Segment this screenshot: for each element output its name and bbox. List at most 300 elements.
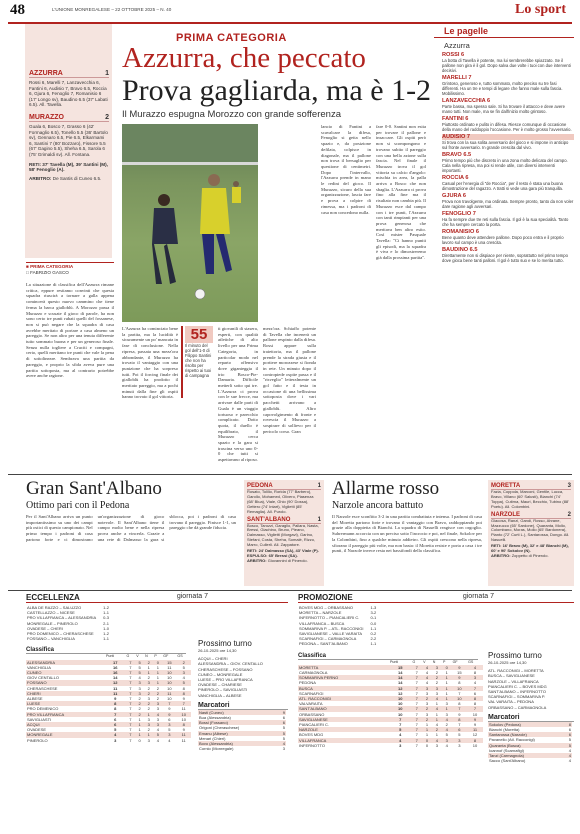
standings-header-cell: P bbox=[154, 654, 157, 659]
pagella-name: ROMANISIO 6 bbox=[442, 229, 479, 235]
team-stat: 8 bbox=[452, 717, 467, 722]
scorer-goals: 5 bbox=[282, 735, 285, 741]
scorer-goals: 5 bbox=[565, 743, 572, 748]
page-header bbox=[0, 0, 580, 22]
team-stat: 12 bbox=[398, 690, 403, 696]
subtitle: Il Murazzo espugna Morozzo con grande sofferenza bbox=[122, 109, 341, 120]
team-stat: 4 bbox=[138, 675, 141, 681]
pagella-item bbox=[442, 52, 574, 73]
team-stat: 5 bbox=[138, 664, 141, 670]
scorer-goals: 4 bbox=[568, 747, 571, 753]
team-stat: 1 bbox=[442, 675, 452, 680]
pagella-name: ROCCIA 6 bbox=[442, 175, 469, 181]
next-match: LUESE – PRO VILLAFRANCA bbox=[198, 677, 253, 683]
pagella-name: BRAVO 6.5 bbox=[442, 152, 472, 158]
team-stat: 9 bbox=[114, 696, 117, 702]
next-match: NARZOLE – VILLAFRANCA bbox=[488, 678, 539, 684]
team-stat: 3 bbox=[425, 690, 429, 696]
pagelle-heading: Le pagelle bbox=[434, 24, 574, 38]
team-stat: 1 bbox=[425, 722, 429, 728]
team-stat: 2 bbox=[138, 696, 141, 702]
team-stat: 3 bbox=[144, 722, 153, 727]
pagella-name: FANTINI 6 bbox=[442, 116, 469, 122]
team-stat: 8 bbox=[105, 701, 126, 706]
team-stat: 3 bbox=[147, 696, 150, 702]
allarme-subtitle: Narzole ancora battuto bbox=[332, 500, 424, 511]
santalbano-text: Per il Sant'Albano arriva un punto importantissimo su uno dei campi più ostici di questo campionato. Nel primo tempo i padroni di casa partono forte e ci dimostrano un'organizzazione di gioco notevole. Il Sant'Albano tiene il campo molto bene e nella ripresa prova anche a vincerla. Grazie a una rete di Dalmasso la gara si sblocca, poi i padroni di casa trovano il pareggio. Finisce 1-1, un pareggio che dà grande fiducia. bbox=[26, 514, 236, 542]
result-score: 1-3 bbox=[370, 605, 377, 610]
team-stat: 10 bbox=[162, 680, 176, 685]
result-score: 1-1 bbox=[103, 610, 109, 616]
team-stat: 7 bbox=[412, 738, 423, 743]
team-name: INFERNOTTO bbox=[299, 742, 325, 748]
team-name: CUNEO bbox=[26, 670, 105, 675]
team-stat: 5 bbox=[182, 664, 185, 670]
team-stat: 4 bbox=[422, 665, 432, 670]
standings-row bbox=[26, 738, 191, 743]
result-score: 3-2 bbox=[370, 610, 377, 616]
team-stat: 8 bbox=[473, 670, 477, 676]
sa-reti: RETI: 24' Dalmasso (SA), 43' Viale (P). bbox=[247, 548, 319, 554]
team-stat: 4 bbox=[422, 675, 432, 680]
promozione-scorers bbox=[488, 722, 572, 764]
team-stat: 0 bbox=[442, 665, 452, 670]
pagella-name: ROSSI 6 bbox=[442, 52, 465, 58]
team-stat: 2 bbox=[147, 685, 150, 691]
team-stat: 3 bbox=[435, 742, 438, 748]
team-stat: 3 bbox=[147, 737, 150, 743]
team-stat: 2 bbox=[435, 670, 438, 676]
pagella-text: Direttamente non si dispiace per niente, soprattutto nel primo tempo dove gioca bene tanti palloni. Il gol è tutto suo e se lo merita tutto. bbox=[442, 253, 568, 263]
team-stat: 7 bbox=[126, 660, 136, 665]
standings-header-cell: G bbox=[126, 654, 130, 659]
team-stat: 10 bbox=[398, 701, 403, 707]
team-stat: 10 bbox=[389, 706, 412, 711]
team-stat: 1 bbox=[422, 727, 432, 732]
team-stat: 7 bbox=[467, 706, 483, 711]
team-stat: 5 bbox=[114, 727, 117, 733]
result-match: VILLAFRANCA – BUSCA bbox=[299, 620, 345, 626]
scorer-name: Cornio (Monregale) bbox=[199, 746, 234, 752]
team-stat: 1 bbox=[445, 690, 448, 696]
team-stat: 7 bbox=[452, 706, 467, 711]
team-stat: 6 bbox=[114, 716, 117, 722]
team-stat: 1 bbox=[135, 722, 144, 727]
scorer-goals: 6 bbox=[565, 732, 572, 737]
team-stat: 8 bbox=[176, 691, 191, 696]
team-stat: 7 bbox=[126, 722, 136, 727]
team-stat: 7 bbox=[126, 712, 136, 717]
team-stat: 7 bbox=[415, 670, 418, 676]
team-stat: 0 bbox=[138, 737, 141, 743]
team-stat: 8 bbox=[114, 706, 117, 712]
team-stat: 7 bbox=[415, 722, 418, 728]
eccellenza-next-date: 26-10-2025 ore 14,30 bbox=[198, 648, 237, 653]
result-match: INFERNOTTO – PIANCALIERI C. bbox=[299, 615, 360, 621]
team-stat: 14 bbox=[398, 670, 403, 676]
team-stat: 7 bbox=[129, 706, 132, 712]
team-stat: 6 bbox=[473, 690, 477, 696]
eccellenza-next bbox=[198, 639, 288, 751]
team-stat: 4 bbox=[442, 727, 452, 732]
pagella-item bbox=[442, 75, 574, 96]
team-stat: 3 bbox=[135, 691, 144, 696]
team-stat: 10 bbox=[176, 712, 191, 717]
team-stat: 3 bbox=[467, 675, 483, 680]
result-score: 2-2 bbox=[370, 636, 377, 642]
team-stat: 5 bbox=[135, 670, 144, 675]
team-stat: 2 bbox=[432, 727, 442, 732]
standings-row bbox=[298, 743, 483, 748]
team-stat: 7 bbox=[412, 717, 423, 722]
team-stat: 3 bbox=[452, 738, 467, 743]
team-stat: 1 bbox=[435, 732, 438, 738]
moretta-score: 3 bbox=[567, 483, 571, 489]
team-stat: 2 bbox=[147, 727, 150, 733]
moretta-label: MORETTA bbox=[491, 483, 521, 489]
team-stat: 1 bbox=[435, 701, 438, 707]
pagella-text: Prova non travolgente, ma ordinata. Sempre pronto, tanto da non voler dare ragione agli avversari. bbox=[442, 199, 574, 209]
team-stat: 7 bbox=[412, 675, 423, 680]
result-match: BOVES MDG – ORBASSANO bbox=[299, 605, 354, 610]
team-stat: 1 bbox=[432, 717, 442, 722]
result-score: 0-1 bbox=[370, 615, 377, 621]
team-stat: 7 bbox=[415, 680, 418, 686]
result-match: FOSSANO – VANCHIGLIA bbox=[27, 636, 75, 642]
scorer-name: Origoni (Cheraschese) bbox=[199, 725, 240, 731]
team-stat: 3 bbox=[422, 686, 432, 691]
team-stat: 2 bbox=[435, 680, 438, 686]
next-match: CUNEO – MONREGALE bbox=[198, 671, 243, 677]
result-score: 1-1 bbox=[370, 625, 377, 631]
team-stat: 5 bbox=[445, 732, 448, 738]
team-stat: 7 bbox=[415, 742, 418, 748]
team-stat: 3 bbox=[147, 716, 150, 722]
team-stat: 10 bbox=[452, 696, 467, 701]
pagelle-panel bbox=[434, 24, 574, 472]
team-name: SAVIGLIASTI bbox=[27, 716, 52, 722]
result-match: MONREGALE – PINEROLO bbox=[27, 620, 78, 626]
team-stat: 7 bbox=[412, 665, 423, 670]
pagella-item bbox=[442, 247, 574, 263]
team-stat: 1 bbox=[442, 696, 452, 701]
pagella-text: La botta di Tavella è potente, ma lui sembrerebbe spiazzato. Se il pallone non gira è il gol. Dopo salva due volte i tuoi con due interventi decisivi. bbox=[442, 58, 571, 73]
next-match: CHERASCHESE – FOSSANO bbox=[198, 666, 253, 672]
scorer-goals: 4 bbox=[568, 758, 571, 764]
team-stat: 6 bbox=[105, 722, 126, 727]
byline-author: □ FABRIZIO GASCO bbox=[26, 269, 69, 275]
team-stat: 4 bbox=[425, 680, 429, 686]
pedona-score: 1 bbox=[317, 483, 321, 489]
team-stat: 4 bbox=[473, 680, 477, 686]
narzole-text: Giacosa, Ranzi, Gandi, Rosso, Ahrane, Mazzucco (65' Sardone), Quaranta, Mollo, Colombano, Moras, Mollo (65' Bardonera), Pianto (72' Curti L.), Santarossa, Dongo. All. Nasuelli. bbox=[491, 517, 570, 543]
team-stat: 7 bbox=[412, 706, 423, 711]
scorer-goals: 5 bbox=[282, 725, 285, 731]
pagella-item bbox=[442, 116, 574, 132]
standings-header-cell: GS bbox=[468, 659, 474, 664]
scorer-name: Sokolov (Pedona) bbox=[488, 722, 565, 727]
team-stat: 5 bbox=[176, 680, 191, 685]
page-number: 48 bbox=[10, 2, 25, 18]
team1-name: AZZURRA bbox=[29, 70, 63, 77]
scorer-name: Pavanello (Atl. Racconigi) bbox=[489, 737, 535, 743]
next-match: ALESSANDRIA – GIOV. CENTALLO bbox=[198, 661, 263, 667]
team-stat: 4 bbox=[168, 737, 171, 743]
stat-number: 55 bbox=[185, 326, 213, 343]
pagella-text: Casual per l'energia di "de Roccia", per il resto è stata una buona dimostrazione del ragazzo. A tratti si vede una gara più tranquilla. bbox=[442, 181, 564, 191]
scorer-goals: 3 bbox=[282, 746, 285, 752]
team1-score: 1 bbox=[105, 70, 109, 77]
team-stat: 7 bbox=[129, 685, 132, 691]
team-stat: 15 bbox=[457, 670, 462, 676]
team-name: PINEROLO bbox=[27, 737, 48, 743]
team-stat: 5 bbox=[135, 660, 144, 665]
reti: RETI: 37' Tavella (M), 39' Santini (M), 58' Fenoglio (A). bbox=[29, 161, 108, 173]
team-stat: 3 bbox=[156, 706, 159, 712]
scorer-goals: 4 bbox=[565, 753, 572, 758]
promozione-results bbox=[298, 605, 377, 647]
team-stat: 8 bbox=[458, 701, 461, 707]
team-stat: 2 bbox=[135, 712, 144, 717]
standings-header-cell: GS bbox=[177, 654, 183, 659]
promozione-scorers-label: Marcatori bbox=[488, 714, 574, 722]
result-match: OVADESE – CHERI bbox=[27, 625, 63, 631]
team-stat: 9 bbox=[473, 722, 477, 728]
team-stat: 3 bbox=[153, 722, 162, 727]
team-stat: 4 bbox=[156, 727, 159, 733]
byline bbox=[26, 262, 114, 275]
team-stat: 2 bbox=[144, 660, 153, 665]
arbitro: ARBITRO: De Santis di Cuneo 6.5. bbox=[29, 175, 102, 181]
scorer-name: Bovo (Alessandria) bbox=[198, 741, 278, 746]
team-stat: 17 bbox=[105, 660, 126, 665]
next-match: SCARNAFIGI – SOMMARIVA P. bbox=[488, 694, 546, 700]
sa-text: Bosco, Tarozzi, Garaglio, Pallara, Nasta, Bressi, Giachino, Bruno, Pieano, Dalmasso, Viglietti (Morgavi), Garino, Stefani, Costa, Sheha, Somalè, Rizzo, Marro, Cullerli. All. Zappatore. bbox=[247, 522, 319, 548]
article-col-4: mezz'ora. Schiaffo potente di Tavella che incenerà un pallone respinto dalla difesa. Rossi appare sulla traiettoria, ma il pallone prende la strada giusta e il portiere morozzese si fionda in rete. Un minuto dopo il contropiede ospite passa e il "risveglio" letteralmente un gol fatto e il testa in occasione di una bellissima sottoposta dove i vari pacchetti arrivano a gialloblù. Altro capovolgimento di fronte e rovescia il Murazzo a sospirare di sollievo per il pericolo corso. Gran bbox=[263, 326, 316, 434]
eccellenza-results bbox=[26, 605, 110, 641]
team-name: SOMMARIVA PERNO bbox=[298, 675, 389, 680]
team-stat: 1 bbox=[138, 727, 141, 733]
promozione-class-label: Classifica bbox=[298, 653, 478, 660]
team-stat: 4 bbox=[445, 742, 448, 748]
team-stat: 10 bbox=[181, 716, 186, 722]
pagella-text: Parte bassa, ma spesso sale. Si ha trovare il attacco e deve avere mano tutti. Non male, ma se fin dall'inizio molto grintoso. bbox=[442, 104, 565, 114]
article-col-5: lancio di Fantini a scavalcare la difesa, Fenoglio si getta nello spazio e, da posizione defilata, colpisce in diagonale, ma il pallone non trova il bersaglio per questione di centimetri. Dopo l'intervallo, l'Azzurra prende in mano le redini del gioco. Il Murazzo, sicuro della sua organizzazione, lascia fare e prova a colpire di rimessa, ma i padroni di casa non concedono nulla. bbox=[321, 124, 371, 215]
team-name: SANT'ALBANO bbox=[298, 706, 389, 711]
promozione-next-list bbox=[488, 668, 574, 710]
team-stat: 2 bbox=[176, 660, 191, 665]
team-stat: 3 bbox=[162, 722, 176, 727]
eccellenza-scorers bbox=[198, 710, 286, 752]
team1-text: Rossi 6, Marelli 7, Lanzavecchia 6, Fantini 6, Audisio 7, Bravo 6.5, Roccia 6, Gjura 6, Fenoglio 7, Romanisio 6 (17' Longo sv), Baudino 6.5 (37' Labati 6.5). All. Tavella. bbox=[29, 80, 108, 108]
main-title: Azzurra, che peccato bbox=[122, 42, 366, 74]
team-stat: 14 bbox=[113, 675, 118, 681]
result-score: 1-2 bbox=[103, 605, 109, 610]
pedona-text: Rosato, Tolilio, Rorida (77' Barbero), Garollo, Mohamed, Olivero, Piasenza (68' Blua), Viale, Ghio (90' Dossa), Gettero (74' Intart), Viglietti (85' Remaglia). All. Purolo. bbox=[247, 489, 314, 514]
scorer-goals: 9 bbox=[278, 710, 286, 715]
scorer-goals: 6 bbox=[278, 720, 286, 725]
team-stat: 11 bbox=[467, 727, 483, 732]
team-stat: 9 bbox=[452, 675, 467, 680]
scorer-goals: 5 bbox=[568, 737, 571, 743]
team-stat: 11 bbox=[181, 706, 186, 712]
next-match: PINEROLO – SAVIGLIASTI bbox=[198, 687, 248, 693]
standings-header-cell: V bbox=[136, 654, 139, 659]
team-stat: 4 bbox=[467, 665, 483, 670]
date-line: L'UNIONE MONREGALESE – 22 OTTOBRE 2025 – N. 40 bbox=[52, 7, 172, 12]
team-stat: 3 bbox=[156, 716, 159, 722]
team-stat: 5 bbox=[153, 732, 162, 737]
team-stat: 0 bbox=[153, 660, 162, 665]
byline-tag: ■ PRIMA CATEGORIA bbox=[26, 264, 74, 269]
team-stat: 9 bbox=[182, 727, 185, 733]
team-stat: 10 bbox=[472, 742, 478, 748]
team-stat: 2 bbox=[156, 685, 159, 691]
team-stat: 1 bbox=[445, 680, 448, 686]
eccellenza-label: ECCELLENZA bbox=[26, 593, 80, 602]
eccellenza-class-label: Classifica bbox=[26, 647, 186, 654]
team2-score: 2 bbox=[105, 113, 109, 121]
result-row bbox=[298, 641, 377, 646]
team-stat: 11 bbox=[113, 685, 118, 691]
team-stat: 1 bbox=[138, 716, 141, 722]
team-stat: 4 bbox=[432, 696, 442, 701]
team-stat: 1 bbox=[445, 670, 448, 676]
promozione-label: PROMOZIONE bbox=[298, 593, 353, 602]
team-stat: 10 bbox=[389, 696, 412, 701]
team-stat: 16 bbox=[105, 670, 126, 675]
team-stat: 16 bbox=[113, 664, 118, 670]
team-stat: 7 bbox=[129, 727, 132, 733]
team-stat: 2 bbox=[422, 717, 432, 722]
team-stat: 7 bbox=[415, 701, 418, 707]
team-stat: 4 bbox=[105, 732, 126, 737]
team-stat: 3 bbox=[445, 701, 448, 707]
team-name: ATL. RACCONIGI bbox=[298, 696, 389, 701]
team-stat: 10 bbox=[452, 686, 467, 691]
team-stat: 2 bbox=[422, 696, 432, 701]
team-stat: 2 bbox=[432, 675, 442, 680]
pagella-item bbox=[442, 193, 574, 209]
team-stat: 3 bbox=[458, 742, 461, 748]
team-name: ALESSANDRIA bbox=[26, 660, 105, 665]
scorer-name: Bianchi (Moretta) bbox=[489, 727, 520, 733]
team-stat: 4 bbox=[156, 737, 159, 743]
team-stat: 8 bbox=[458, 680, 461, 686]
team-name: ORBASSANO bbox=[299, 711, 325, 717]
eccellenza-standings bbox=[26, 654, 191, 742]
team-stat: 3 bbox=[144, 680, 153, 685]
team-name: LUESE bbox=[26, 701, 105, 706]
scorer-goals: 8 bbox=[565, 722, 572, 727]
team-name: VALVARAITA bbox=[299, 701, 323, 707]
scorer-name: Bossi (Fossano) bbox=[198, 720, 278, 725]
next-match: ACQUI – CHERI bbox=[198, 656, 228, 662]
sa-score: 1 bbox=[317, 516, 321, 523]
scorer-goals: 4 bbox=[278, 741, 286, 746]
team-stat: 7 bbox=[126, 701, 136, 706]
team-stat: 5 bbox=[458, 732, 461, 738]
team-stat: 3 bbox=[399, 742, 402, 748]
team-stat: 8 bbox=[473, 701, 477, 707]
pagella-item bbox=[442, 229, 574, 245]
moretta-text: Fazia, Coppola, Marconi, Gentile, Lucca, Bravo, Villano (60' Salusti), Bianchi (74' Toppa), Cutirna, Mauri, Becchio, Tubino (88' Poetu). All. Colombini. bbox=[491, 489, 569, 509]
pagella-text: Primo tempo più che discreto in una zona molto delicata del campo. Cala nella ripresa, ma poi si rende utile, con diversi interventi importanti. bbox=[442, 158, 568, 173]
team-stat: 7 bbox=[415, 690, 418, 696]
pagella-item bbox=[442, 211, 574, 227]
article-col-1: La situazione di classifica dell'Azzurra rimane critica, eppure restiamo convinti che questa squadra riuscirà a tornare a galla appena comincerà questo nuovo cammino che tiene ferma la barca gialloblù. A Morozzo passa il Murazzo e scusate il gioco di parole, ha non sono certo tre punti rubati quelli del fossanese, non si può negare che la squadra di casa avrebbe meritato di portare a casa almeno un pareggio. Se non altro per una tenuta differente tutto sommato buona e per un generoso finale. Senza nulla togliere a Cruciti e compagni, certo, quelli meritano tre punti che vale la pena di sottolineare. Sembrava una partita da pareggio, e proprio la sfida aveva pure una partita sottoposta, ma al contrario potrebbe avere anche ragione. bbox=[26, 282, 114, 379]
team-stat: 10 bbox=[398, 711, 403, 717]
pagella-item bbox=[442, 134, 574, 150]
pagella-name: GJURA 6 bbox=[442, 193, 467, 199]
team-stat: 2 bbox=[135, 701, 144, 706]
team-stat: 7 bbox=[458, 722, 461, 728]
scorer-name: Menari (Chieri) bbox=[199, 735, 226, 741]
sa-label: SANT'ALBANO bbox=[247, 516, 291, 523]
sa-arbitro: ARBITRO: Giovannini di Pinerolo. bbox=[247, 557, 308, 563]
team-stat: 7 bbox=[399, 722, 402, 728]
next-match: VAL VARAITA – PEDONA bbox=[488, 699, 534, 705]
team-stat: 8 bbox=[182, 685, 185, 691]
team-name: OVADESE bbox=[27, 727, 47, 733]
team-stat: 5 bbox=[168, 727, 171, 733]
pagella-name: LANZAVECCHIA 6 bbox=[442, 98, 491, 104]
standings-header-cell: GF bbox=[163, 654, 169, 659]
team-name: VANCHIGLIA bbox=[27, 664, 51, 670]
team-stat: 9 bbox=[467, 717, 483, 722]
team-stat: 9 bbox=[182, 696, 185, 702]
team-stat: 11 bbox=[167, 664, 172, 670]
team-stat: 3 bbox=[162, 732, 176, 737]
team-stat: 7 bbox=[176, 701, 191, 706]
team-stat: 3 bbox=[153, 701, 162, 706]
result-score: 1-1 bbox=[103, 636, 109, 642]
team-stat: 1 bbox=[135, 732, 144, 737]
team-stat: 3 bbox=[445, 711, 448, 717]
pagella-name: AUDISIO 7 bbox=[442, 134, 574, 140]
team-stat: 3 bbox=[176, 670, 191, 675]
team-name: MORETTA bbox=[298, 665, 389, 670]
scorer-name: Tanzi (Carmagnola) bbox=[488, 753, 565, 758]
team-stat: 3 bbox=[442, 738, 452, 743]
main-title-2: Prova gagliarda, ma è 1-2 bbox=[122, 74, 432, 107]
team-stat: 4 bbox=[435, 722, 438, 728]
team-stat: 4 bbox=[153, 712, 162, 717]
result-match: ALBA DE RAZZO – SALUZZO bbox=[27, 605, 82, 610]
team-stat: 3 bbox=[432, 686, 442, 691]
pagella-item bbox=[442, 175, 574, 191]
team-name: VILLAFRANCA bbox=[298, 738, 389, 743]
team-stat: 1 bbox=[425, 732, 429, 738]
result-row bbox=[26, 636, 110, 641]
team-name: CARMAGNOLA bbox=[299, 670, 328, 676]
pagella-name: BAUDINO 6.5 bbox=[442, 247, 478, 253]
team-stat: 1 bbox=[442, 686, 452, 691]
team-stat: 4 bbox=[399, 732, 402, 738]
team-stat: 2 bbox=[156, 696, 159, 702]
team-stat: 7 bbox=[412, 686, 423, 691]
eccellenza-section bbox=[26, 593, 288, 831]
team-stat: 8 bbox=[467, 738, 483, 743]
team-stat: 7 bbox=[415, 711, 418, 717]
team-name: PRO DEMENICO bbox=[27, 706, 59, 712]
team-stat: 11 bbox=[176, 732, 191, 737]
team-stat: 1 bbox=[435, 711, 438, 717]
team-stat: 2 bbox=[147, 675, 150, 681]
team-name: FOSSANO bbox=[26, 680, 105, 685]
result-match: PRO DOMENICO – CHERASCHESE bbox=[27, 631, 94, 637]
team-stat: 9 bbox=[168, 706, 171, 712]
